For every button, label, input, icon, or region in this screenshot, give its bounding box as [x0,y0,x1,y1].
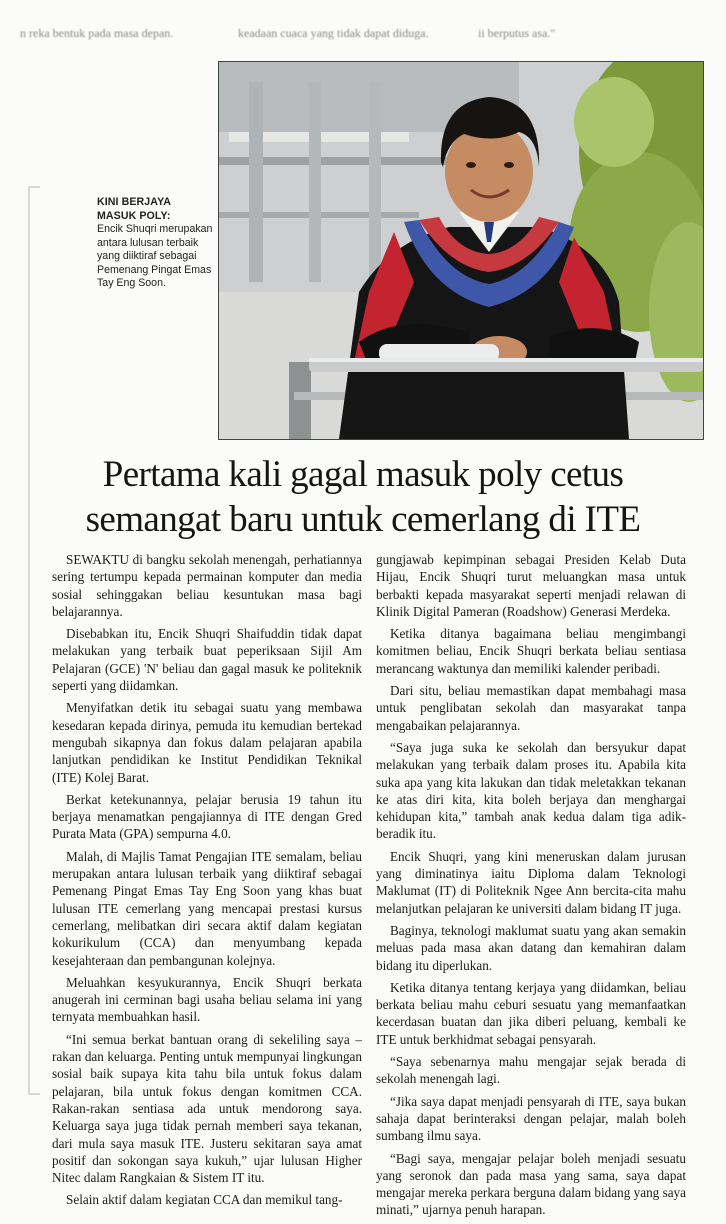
paragraph: “Saya juga suka ke sekolah dan bersyukur dapat melakukan yang terbaik dalam proses itu. Apabila kita suka apa yang kita lakukan dan tidak meletakkan tekanan ke atas diri kita, kita boleh berjaya dan menghargai kehidupan kita,” tambah anak kedua dalam tiga adik-beradik itu. [376,739,686,842]
graduate-photo-illustration [219,62,703,439]
snippet-text: ii berputus asa." [478,26,556,40]
snippet-text: n reka bentuk pada masa depan. [20,26,174,40]
photo-caption [97,196,215,291]
snippet-text: keadaan cuaca yang tidak dapat diduga. [238,26,429,40]
paragraph: “Ini semua berkat bantuan orang di sekeliling saya – rakan dan keluarga. Penting untuk mempunyai lingkungan sosial baik supaya kita tahu bila untuk fokus dalam pelajaran, bila untuk fokus dengan komitmen CCA. Rakan-rakan sentiasa ada untuk mendorong saya. Keluarga saya juga tidak pernah memberi saya tekanan, dari mula saya masuk ITE. Justeru sekitaran saya amat positif dan sokongan saya kukuh,” ujar lulusan Higher Nitec dalam Rangkaian & Sistem IT itu. [52,1031,362,1186]
headline-line: Pertama kali gagal masuk poly cetus [102,454,624,495]
paragraph: Ketika ditanya bagaimana beliau mengimbangi komitmen beliau, Encik Shuqri berkata beliau sentiasa merancang waktunya dan memiliki kalender peribadi. [376,626,686,676]
article-border [28,186,40,1095]
paragraph: SEWAKTU di bangku sekolah menengah, perhatiannya sering tertumpu kepada permainan komputer dan media sosial sehinggakan beliau kesuntukan masa bagi belajarannya. [52,552,362,619]
previous-article-snippet [0,0,726,46]
paragraph: Dari situ, beliau memastikan dapat membahagi masa untuk penglibatan sekolah dan masyarakat tanpa mengabaikan pelajarannya. [376,683,686,733]
paragraph: Baginya, teknologi maklumat suatu yang akan semakin meluas pada masa akan datang dan kemahiran dalam bidang itu diperlukan. [376,922,686,973]
paragraph: “Bagi saya, mengajar pelajar boleh menjadi sesuatu yang seronok dan pada masa yang sama, saya dapat mengajar mereka perkara berguna dalam bidang yang saya minati,” ujarnya penuh harapan. [376,1150,686,1218]
paragraph: Menyifatkan detik itu sebagai suatu yang membawa kesedaran kepada dirinya, pemuda itu kemudian bertekad mengubah sikapnya dan fokus dalam pelajaran apabila lanjutkan pendidikan ke Institut Pendidikan Teknikal (ITE) Kolej Barat. [52,700,362,785]
paragraph: “Jika saya dapat menjadi pensyarah di ITE, saya bukan sahaja dapat berinteraksi dengan pelajar, malah boleh sumbang ilmu saya. [376,1093,686,1144]
paragraph: gungjawab kepimpinan sebagai Presiden Kelab Duta Hijau, Encik Shuqri turut meluangkan masa untuk berbakti kepada masyarakat seperti menjadi relawan di Klinik Digital Pameran (Roadshow) Generasi Merdeka. [376,552,686,619]
paragraph: Berkat ketekunannya, pelajar berusia 19 tahun itu berjaya menamatkan pengajiannya di ITE dengan Gred Purata Mata (GPA) sempurna 4.0. [52,791,362,842]
paragraph: Malah, di Majlis Tamat Pengajian ITE semalam, beliau merupakan antara lulusan terbaik yang diiktiraf sebagai Pemenang Pingat Emas Tay Eng Soon yang khas buat lulusan ITE cemerlang yang mencapai prestasi kursus cemerlang, melibatkan diri secara aktif dalam kegiatan kokurikulum (CCA) dan menyumbang kepada kesejahteraan dan pembangunan kolejnya. [52,848,362,968]
caption-title-line: MASUK POLY: [97,209,171,222]
caption-title-line: KINI BERJAYA [97,196,172,208]
paragraph: Ketika ditanya tentang kerjaya yang diidamkan, beliau berkata beliau mahu ceburi sesuatu yang memanfaatkan kecerdasan buatan dan jika diberi peluang, kembali ke ITE untuk berkhidmat sebagai pensyarah. [376,979,686,1047]
paragraph: Disebabkan itu, Encik Shuqri Shaifuddin tidak dapat melakukan yang terbaik buat peperiksaan Sijil Am Pelajaran (GCE) 'N' beliau dan gagal masuk ke politeknik seperti yang diidamkan. [52,626,362,694]
paragraph: “Saya sebenarnya mahu mengajar sejak berada di sekolah menengah lagi. [376,1054,686,1087]
paragraph: Selain aktif dalam kegiatan CCA dan memikul tang- [66,1192,343,1208]
headline [30,452,696,542]
paragraph: Meluahkan kesyukurannya, Encik Shuqri berkata anugerah ini cerminan bagi usaha beliau selama ini yang ternyata membuahkan hasil. [52,974,362,1025]
article-column-left [52,551,362,1214]
headline-line: semangat baru untuk cemerlang di ITE [85,499,641,540]
caption-body: Encik Shuqri merupakan antara lulusan terbaik yang diiktiraf sebagai Pemenang Pingat Emas Tay Eng Soon. [97,223,213,289]
article-photo [218,61,704,440]
article-column-right [376,551,686,1224]
paragraph: Encik Shuqri, yang kini meneruskan dalam jurusan yang diminatinya iaitu Diploma dalam Teknologi Maklumat (IT) di Politeknik Ngee Ann bercita-cita mahu melanjutkan pelajaran ke universiti dalam bidang IT juga. [376,848,686,916]
